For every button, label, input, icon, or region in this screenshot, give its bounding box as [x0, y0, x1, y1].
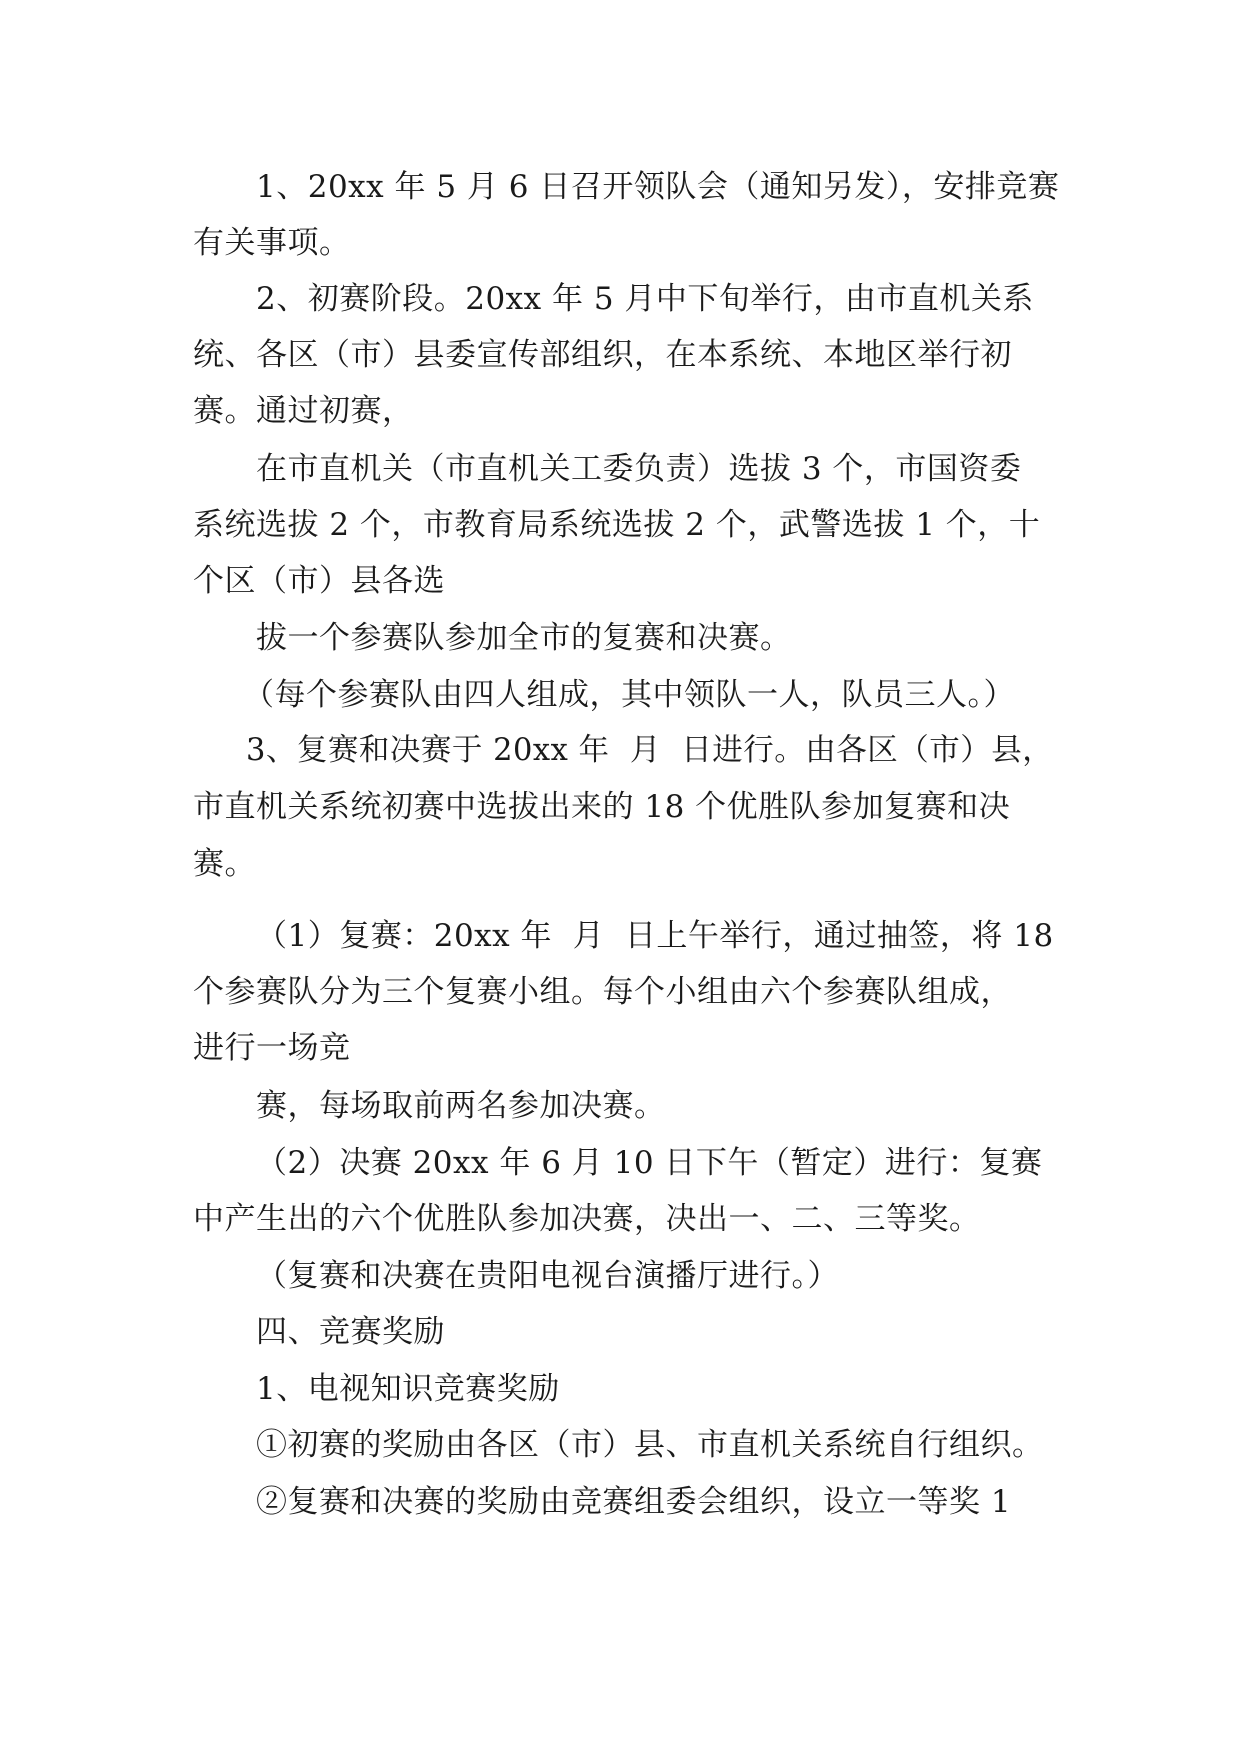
text-line-7: 系统选拔 2 个，市教育局系统选拔 2 个，武警选拔 1 个，十 [193, 507, 1041, 543]
text-line-23: ①初赛的奖励由各区（市）县、市直机关系统自行组织。 [256, 1427, 1044, 1463]
text-line-4: 统、各区（市）县委宣传部组织，在本系统、本地区举行初 [193, 337, 1012, 373]
text-line-1: 1、20xx 年 5 月 6 日召开领队会（通知另发），安排竞赛 [256, 169, 1060, 205]
text-line-22: 1、电视知识竞赛奖励 [256, 1371, 560, 1407]
text-line-12: 市直机关系统初赛中选拔出来的 18 个优胜队参加复赛和决 [193, 789, 1011, 825]
text-line-16: 进行一场竞 [193, 1030, 351, 1066]
text-line-9: 拔一个参赛队参加全市的复赛和决赛。 [256, 620, 792, 656]
text-line-10: （每个参赛队由四人组成，其中领队一人，队员三人。） [243, 677, 1015, 713]
text-line-14: （1）复赛：20xx 年 月 日上午举行，通过抽签，将 18 [256, 918, 1054, 954]
text-line-24: ②复赛和决赛的奖励由竞赛组委会组织，设立一等奖 1 [256, 1484, 1012, 1520]
text-line-20: （复赛和决赛在贵阳电视台演播厅进行。） [256, 1258, 839, 1294]
text-line-17: 赛，每场取前两名参加决赛。 [256, 1088, 666, 1124]
text-line-5: 赛。通过初赛， [193, 393, 414, 429]
text-line-11: 3、复赛和决赛于 20xx 年 月 日进行。由各区（市）县， [246, 733, 1054, 768]
text-line-8: 个区（市）县各选 [193, 563, 445, 599]
text-line-3: 2、初赛阶段。20xx 年 5 月中下旬举行，由市直机关系 [256, 281, 1034, 317]
text-line-6: 在市直机关（市直机关工委负责）选拔 3 个，市国资委 [256, 451, 1022, 487]
section-heading-awards: 四、竞赛奖励 [256, 1314, 445, 1350]
text-line-13: 赛。 [193, 846, 256, 882]
text-line-2: 有关事项。 [193, 225, 351, 261]
text-line-18: （2）决赛 20xx 年 6 月 10 日下午（暂定）进行：复赛 [256, 1145, 1043, 1181]
text-line-15: 个参赛队分为三个复赛小组。每个小组由六个参赛队组成， [193, 974, 1012, 1010]
text-line-19: 中产生出的六个优胜队参加决赛，决出一、二、三等奖。 [193, 1201, 981, 1237]
